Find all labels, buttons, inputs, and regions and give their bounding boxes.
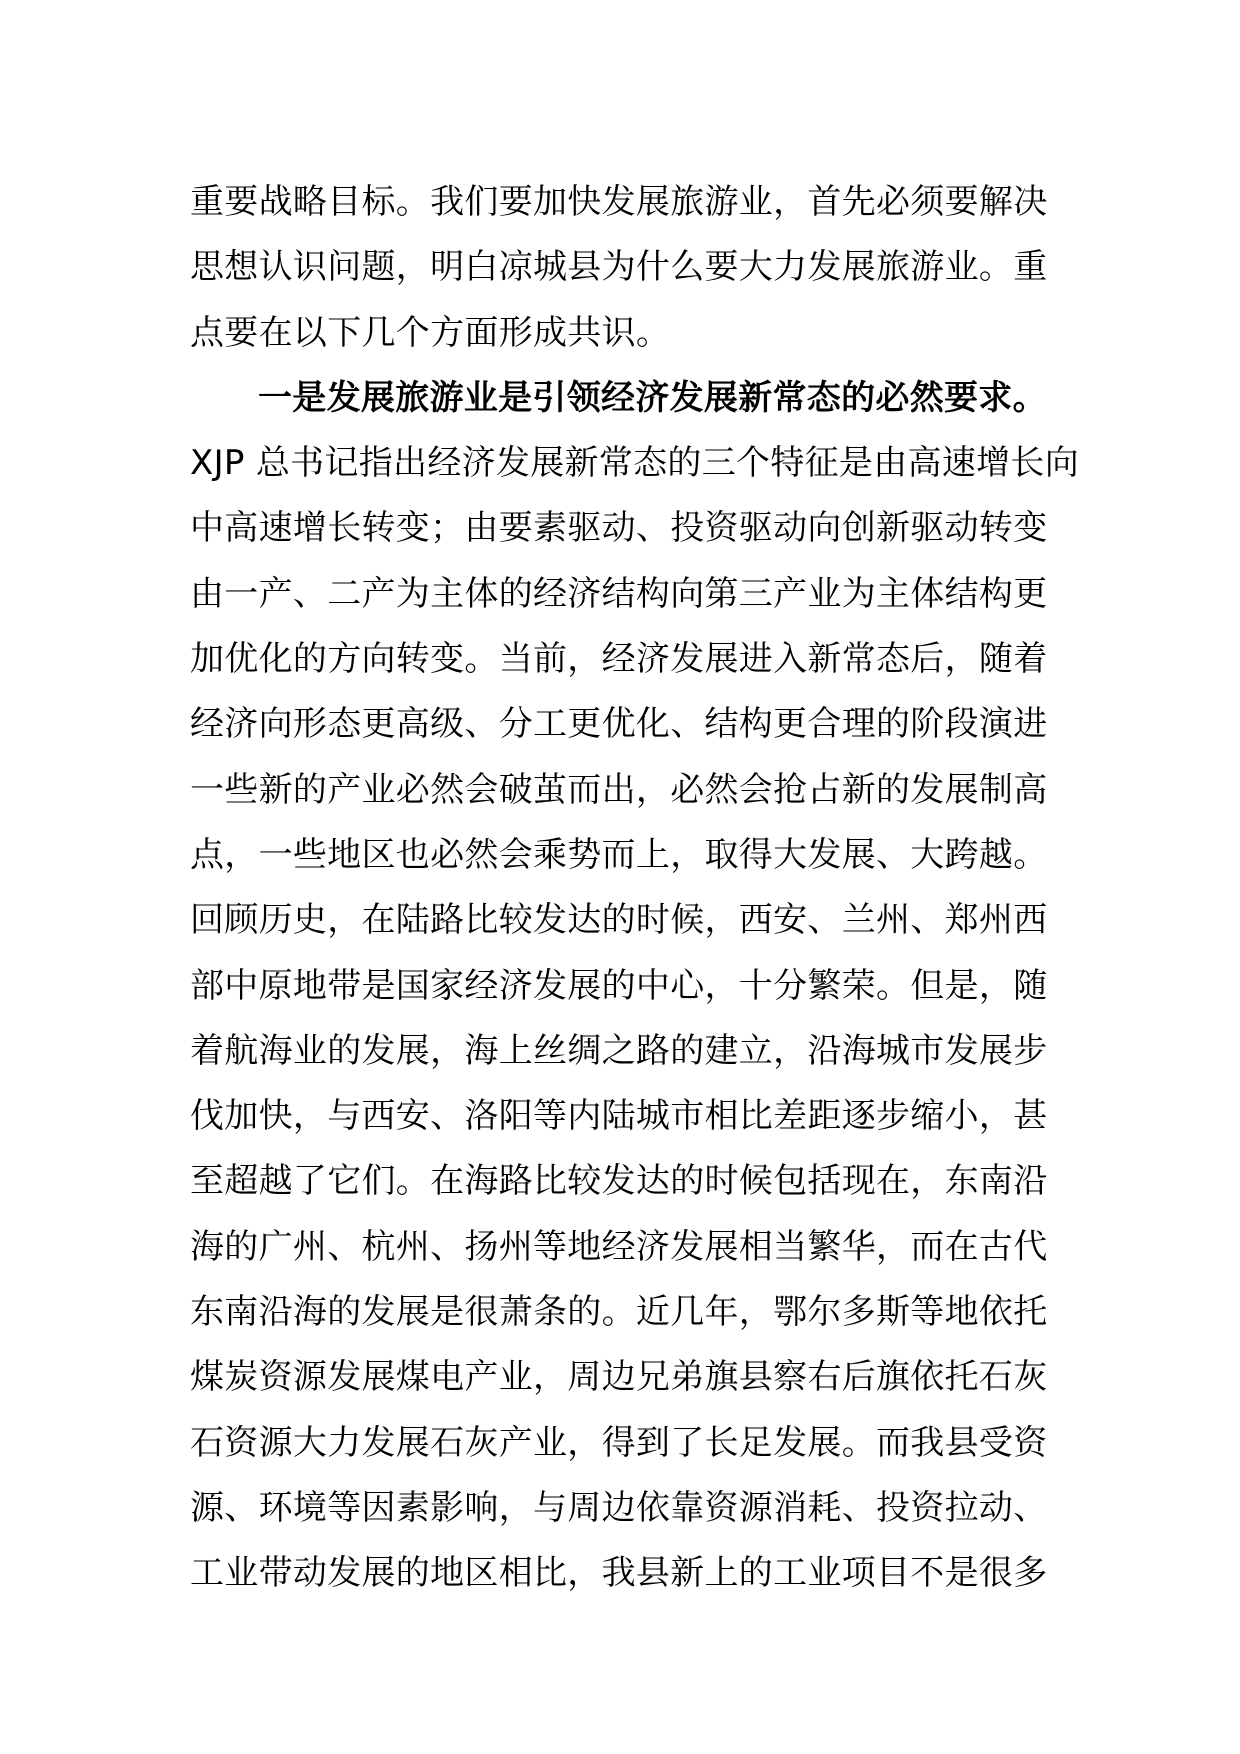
text-line: 煤炭资源发展煤电产业，周边兄弟旗县察右后旗依托石灰 [190, 1357, 1048, 1398]
text-line: 至超越了它们。在海路比较发达的时候包括现在，东南沿 [190, 1161, 1048, 1202]
text-line: 经济向形态更高级、分工更优化、结构更合理的阶段演进 [190, 704, 1048, 745]
text-line: 加优化的方向转变。当前，经济发展进入新常态后，随着 [190, 639, 1048, 680]
text-line: 回顾历史，在陆路比较发达的时候，西安、兰州、郑州西 [190, 900, 1048, 941]
text-line: 伐加快，与西安、洛阳等内陆城市相比差距逐步缩小，甚 [190, 1096, 1048, 1137]
text-line: 中高速增长转变；由要素驱动、投资驱动向创新驱动转变 [190, 508, 1048, 549]
text-line: 东南沿海的发展是很萧条的。近几年，鄂尔多斯等地依托 [190, 1292, 1048, 1333]
text-line: XJP 总书记指出经济发展新常态的三个特征是由高速增长向 [190, 443, 1080, 484]
text-line: 点，一些地区也必然会乘势而上，取得大发展、大跨越。 [190, 834, 1048, 875]
text-line: 海的广州、杭州、扬州等地经济发展相当繁华，而在古代 [190, 1226, 1048, 1267]
text-line: 源、环境等因素影响，与周边依靠资源消耗、投资拉动、 [190, 1487, 1048, 1528]
text-line: 石资源大力发展石灰产业，得到了长足发展。而我县受资 [190, 1422, 1048, 1463]
text-line: 部中原地带是国家经济发展的中心，十分繁荣。但是，随 [190, 965, 1048, 1006]
text-line: 重要战略目标。我们要加快发展旅游业，首先必须要解决 [190, 182, 1048, 222]
text-line: 一些新的产业必然会破茧而出，必然会抢占新的发展制高 [190, 769, 1048, 810]
text-line: 思想认识问题，明白凉城县为什么要大力发展旅游业。重 [190, 247, 1048, 288]
text-line: 点要在以下几个方面形成共识。 [190, 312, 671, 353]
text-line: 由一产、二产为主体的经济结构向第三产业为主体结构更 [190, 573, 1048, 614]
text-line: 工业带动发展的地区相比，我县新上的工业项目不是很多 [190, 1553, 1048, 1594]
body-text [190, 170, 1080, 1607]
section-heading: 一是发展旅游业是引领经济发展新常态的必然要求。 [258, 377, 1047, 418]
text-line: 着航海业的发展，海上丝绸之路的建立，沿海城市发展步 [190, 1030, 1048, 1071]
